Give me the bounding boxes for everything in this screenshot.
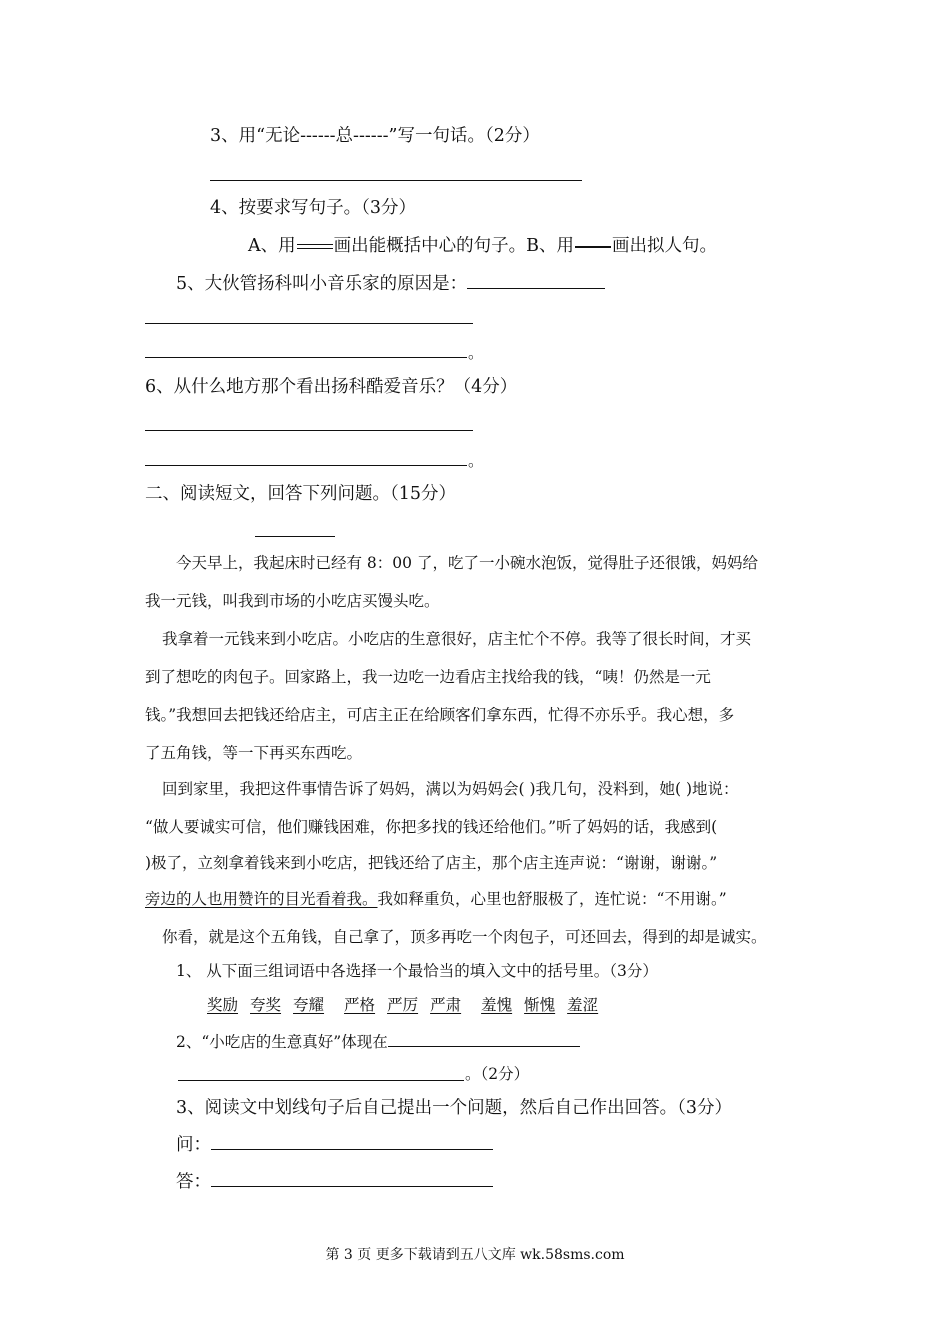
- period: 。: [468, 344, 484, 362]
- passage-line: 了五角钱，等一下再买东西吃。: [145, 744, 363, 762]
- answer-blank: [211, 1135, 493, 1150]
- answer-blank: [467, 274, 605, 289]
- question-3-reading: 3、阅读文中划线句子后自己提出一个问题，然后自己作出回答。（3分）: [176, 1098, 733, 1118]
- passage-line: 今天早上，我起床时已经有 8：00 了，吃了一小碗水泡饭，觉得肚子还很饿，妈妈给: [176, 554, 758, 572]
- passage-line: “做人要诚实可信，他们赚钱困难，你把多找的钱还给他们。”听了妈妈的话，我感到(: [145, 818, 718, 836]
- answer-label: 答：: [176, 1172, 211, 1192]
- word-option: 惭愧: [524, 996, 556, 1014]
- answer-blank: [388, 1032, 580, 1047]
- score-note: 。（2分）: [465, 1065, 530, 1083]
- question-6: 6、从什么地方那个看出扬科酷爱音乐？（4分）: [145, 377, 518, 397]
- passage-line: [145, 892, 727, 908]
- passage-line: 你看，就是这个五角钱，自己拿了，顶多再吃一个肉包子，可还回去，得到的却是诚实。: [162, 928, 767, 946]
- passage-line: )极了，立刻拿着钱来到小吃店，把钱还给了店主，那个店主连声说：“谢谢，谢谢。”: [145, 854, 718, 872]
- underlined-sentence: 旁边的人也用赞许的目光看着我。: [145, 890, 378, 908]
- word-option: 夸奖: [250, 996, 282, 1014]
- title-line: [255, 536, 335, 537]
- question-4-instructions: [248, 238, 717, 256]
- q4-a-label: A、用: [248, 236, 296, 256]
- ask-row: [176, 1135, 493, 1155]
- period: 。: [468, 452, 484, 470]
- q4-b-text: 画出拟人句。: [612, 236, 717, 256]
- answer-row: [176, 1172, 493, 1192]
- word-option: 羞涩: [567, 996, 599, 1014]
- word-option: 严肃: [430, 996, 462, 1014]
- question-3: 3、用“无论------总------”写一句话。（2分）: [210, 126, 540, 146]
- question-2-text: 2、“小吃店的生意真好”体现在: [176, 1033, 388, 1051]
- answer-line: [145, 323, 473, 324]
- word-option: 严厉: [387, 996, 419, 1014]
- question-5-text: 5、大伙管扬科叫小音乐家的原因是：: [176, 274, 468, 294]
- answer-line: [145, 465, 467, 466]
- q4-a-text: 画出能概括中心的句子。B、用: [333, 236, 574, 256]
- page-footer: 第 3 页 更多下载请到五八文库 wk.58sms.com: [325, 1247, 625, 1263]
- double-line-mark: [297, 244, 333, 249]
- passage-line: 回到家里，我把这件事情告诉了妈妈，满以为妈妈会( )我几句，没料到，她( )地说：: [162, 780, 739, 798]
- answer-line: [145, 430, 473, 431]
- question-4: 4、按要求写句子。（3分）: [210, 198, 417, 218]
- answer-blank: [211, 1172, 493, 1187]
- question-5: [176, 274, 605, 294]
- word-option: 奖励: [207, 996, 239, 1014]
- word-choices: [207, 998, 610, 1014]
- passage-line: 我拿着一元钱来到小吃店。小吃店的生意很好，店主忙个不停。我等了很长时间，才买: [162, 630, 752, 648]
- single-line-mark: [575, 246, 611, 248]
- passage-line: 我一元钱，叫我到市场的小吃店买馒头吃。: [145, 592, 440, 610]
- word-option: 严格: [344, 996, 376, 1014]
- word-option: 夸耀: [293, 996, 325, 1014]
- passage-text: 我如释重负，心里也舒服极了，连忙说：“不用谢。”: [377, 890, 727, 908]
- question-1: 1、 从下面三组词语中各选择一个最恰当的填入文中的括号里。（3分）: [176, 962, 658, 980]
- answer-line: [145, 357, 467, 358]
- ask-label: 问：: [176, 1135, 211, 1155]
- question-2: [176, 1032, 580, 1051]
- passage-line: 到了想吃的肉包子。回家路上，我一边吃一边看店主找给我的钱，“咦！仍然是一元: [145, 668, 711, 686]
- section-heading: 二、阅读短文，回答下列问题。（15分）: [145, 484, 457, 504]
- passage-line: 钱。”我想回去把钱还给店主，可店主正在给顾客们拿东西，忙得不亦乐乎。我心想，多: [145, 706, 735, 724]
- answer-line: [178, 1080, 464, 1081]
- answer-line: [210, 180, 582, 181]
- word-option: 羞愧: [481, 996, 513, 1014]
